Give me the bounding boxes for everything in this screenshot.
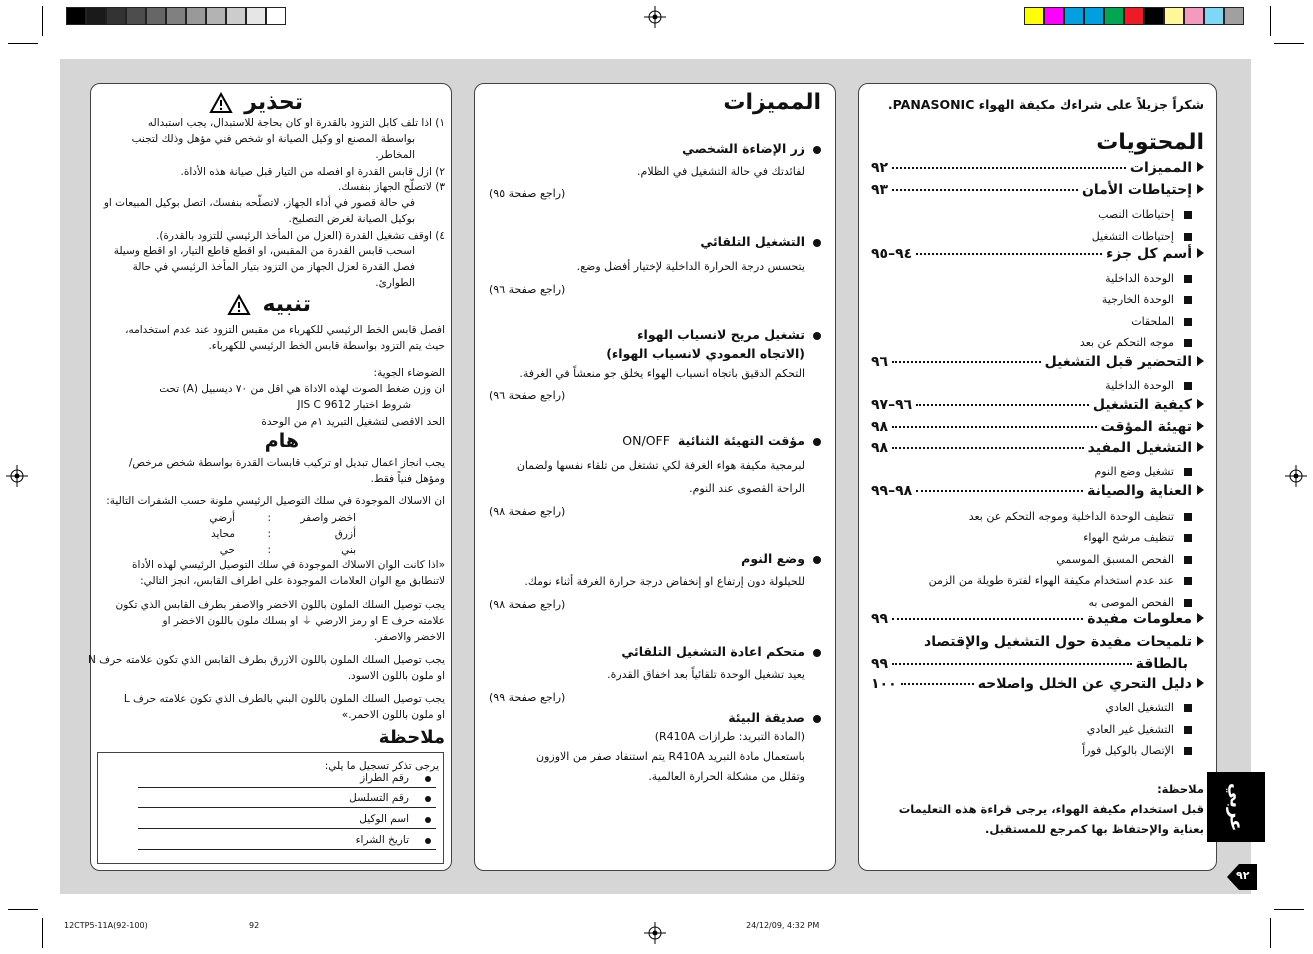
toc-arrow-icon bbox=[1197, 184, 1204, 194]
wire-note-line: او ملون باللون الاسود. bbox=[347, 670, 445, 682]
gray-swatch bbox=[266, 7, 286, 25]
registration-mark-bottom bbox=[644, 922, 666, 944]
toc-arrow-icon bbox=[1197, 248, 1204, 258]
toc-entry-text: إحتياطات الأمان bbox=[1081, 182, 1192, 198]
wire-role: حي bbox=[219, 544, 235, 556]
bullet-square-icon bbox=[1184, 726, 1192, 734]
toc-dots bbox=[892, 426, 1096, 428]
bullet-dot-icon bbox=[813, 438, 821, 446]
toc-sub-item bbox=[1098, 208, 1192, 221]
feature-title bbox=[700, 234, 821, 249]
note-field: اسم الوكيل bbox=[359, 813, 409, 825]
wire-separator: : bbox=[267, 544, 271, 556]
toc-page-number: ٩٨–٩٩ bbox=[871, 483, 913, 499]
warning-line: اسحب قابس القدرة من المقبس، او اقطع قاطع التيار، او اقطع وسيلة bbox=[113, 245, 415, 257]
feature-description: وتقلل من مشكلة الحرارة العالمية. bbox=[648, 770, 805, 783]
color-swatch bbox=[1084, 7, 1104, 25]
wire-note-line: يجب توصيل السلك الملون باللون الازرق بطرف القابس الذي تكون علامته حرف N bbox=[87, 654, 445, 666]
feature-title bbox=[741, 551, 821, 566]
toc-entry-label bbox=[1106, 246, 1204, 262]
toc-page-number: ٩٣ bbox=[871, 182, 889, 198]
language-tab-label: عربي bbox=[1225, 782, 1247, 832]
toc-entry bbox=[871, 440, 1204, 456]
toc-entry bbox=[871, 160, 1204, 176]
feature-description: يتحسس درجة الحرارة الداخلية لإختيار أفضل وضع. bbox=[576, 260, 805, 273]
feature-title bbox=[622, 433, 821, 448]
toc-entry-label bbox=[1130, 160, 1204, 176]
toc-entry bbox=[871, 397, 1204, 413]
toc-entry-label bbox=[1087, 483, 1204, 499]
registration-mark-top bbox=[644, 6, 666, 28]
bullet-dot-icon bbox=[813, 332, 821, 340]
color-swatch bbox=[1104, 7, 1124, 25]
warning-title-label: تحذير bbox=[244, 90, 303, 115]
language-tab bbox=[1207, 772, 1265, 842]
note-title: ملاحظة bbox=[378, 727, 445, 748]
feature-title-sub: (الاتجاه العمودي لانسياب الهواء) bbox=[606, 346, 805, 361]
note-label: ملاحظة: bbox=[1157, 782, 1204, 796]
warning-line: الطوارئ. bbox=[375, 277, 415, 289]
toc-sub-item-label: عند عدم استخدام مكيفة الهواء لفترة طويلة من الزمن bbox=[928, 574, 1174, 587]
gray-swatch bbox=[66, 7, 86, 25]
gray-swatch bbox=[106, 7, 126, 25]
toc-sub-item bbox=[1105, 701, 1192, 714]
gray-swatch bbox=[146, 7, 166, 25]
gray-swatch bbox=[166, 7, 186, 25]
toc-page-number: ٩٩ bbox=[871, 611, 889, 627]
feature-title bbox=[621, 644, 821, 659]
toc-entry-label bbox=[1093, 397, 1204, 413]
color-swatch bbox=[1024, 7, 1044, 25]
toc-sub-item-label: الفحص المسبق الموسمي bbox=[1056, 553, 1174, 566]
feature-title-text: صديقة البيئة bbox=[728, 710, 805, 725]
wire-color: اخضر واصفر bbox=[300, 512, 356, 524]
color-swatch bbox=[1124, 7, 1144, 25]
crop-mark bbox=[1270, 918, 1271, 948]
toc-entry bbox=[871, 634, 1204, 650]
bullet-square-icon bbox=[1184, 275, 1192, 283]
wire-separator: : bbox=[267, 528, 271, 540]
toc-sub-item-label: الوحدة الداخلية bbox=[1105, 379, 1174, 392]
toc-dots bbox=[892, 663, 1132, 665]
warning-line: فصل القدرة لعزل الجهاز من التزود بتيار المأخذ الرئيسي في حالة bbox=[132, 261, 415, 273]
toc-page-number: ١٠٠ bbox=[871, 676, 897, 692]
wire-role: محايد bbox=[210, 528, 235, 540]
toc-sub-item bbox=[1092, 230, 1192, 243]
toc-dots bbox=[901, 683, 974, 685]
note-field: رقم الطراز bbox=[360, 772, 409, 784]
feature-title-text: التشغيل التلقائي bbox=[700, 234, 805, 249]
toc-entry bbox=[871, 419, 1204, 435]
warning-line: بوكيل الصيانة لغرض التصليح. bbox=[288, 213, 415, 225]
important-title: هام bbox=[264, 430, 299, 452]
feature-description: يعيد تشغيل الوحدة تلقائياً بعد اخفاق القدرة. bbox=[607, 668, 805, 681]
important-line: ان الاسلاك الموجودة في سلك التوصيل الرئيسي ملونة حسب الشفرات التالية: bbox=[106, 495, 445, 507]
bullet-dot-icon bbox=[425, 776, 431, 782]
crop-mark bbox=[1274, 43, 1304, 44]
warning-line: ٣) لاتصلّح الجهاز بنفسك. bbox=[338, 181, 445, 193]
toc-sub-item bbox=[1105, 272, 1192, 285]
toc-sub-item-label: الفحص الموصى به bbox=[1088, 596, 1174, 609]
bullet-square-icon bbox=[1184, 339, 1192, 347]
toc-arrow-icon bbox=[1197, 636, 1204, 646]
toc-sub-item bbox=[1094, 465, 1192, 478]
feature-description: لبرمجية مكيفة هواء الغرفة لكي تشتغل من تلقاء نفسها ولضمان bbox=[516, 459, 805, 472]
feature-title-text: وضع النوم bbox=[741, 551, 805, 566]
toc-entry-text: تهيئة المؤقت bbox=[1100, 419, 1192, 435]
toc-sub-item-label: التشغيل العادي bbox=[1105, 701, 1174, 714]
toc-sub-item bbox=[969, 510, 1192, 523]
toc-sub-item bbox=[1105, 379, 1192, 392]
bullet-square-icon bbox=[1184, 382, 1192, 390]
footer-file: 12CTP5-11A(92-100) bbox=[64, 921, 148, 930]
feature-description: للحيلولة دون إرتفاع او إنخفاض درجة حرارة الغرفة أثناء نومك. bbox=[524, 575, 805, 588]
contents-heading: المحتويات bbox=[1096, 130, 1204, 155]
toc-sub-item bbox=[1083, 531, 1192, 544]
warning-line: ٤) اوقف تشغيل القدرة (العزل من المأخذ الرئيسي للتزود بالقدرة). bbox=[156, 230, 445, 242]
bullet-square-icon bbox=[1184, 513, 1192, 521]
bullet-dot-icon bbox=[813, 649, 821, 657]
page-reference: (راجع صفحة ٩٨) bbox=[489, 598, 566, 611]
toc-sub-item bbox=[1102, 293, 1192, 306]
toc-entry-text: معلومات مفيدة bbox=[1087, 611, 1192, 627]
caution-line: شروط اختبار JIS C 9612 bbox=[297, 399, 411, 411]
wire-note-line: الاخضر والاصفر. bbox=[374, 631, 445, 643]
toc-entry-label bbox=[1087, 611, 1204, 627]
gray-swatch bbox=[126, 7, 146, 25]
warning-line: المخاطر. bbox=[375, 149, 415, 161]
toc-entry bbox=[871, 246, 1204, 262]
note-field: رقم التسلسل bbox=[349, 792, 409, 804]
crop-mark bbox=[42, 918, 43, 948]
bullet-dot-icon bbox=[813, 556, 821, 564]
registration-mark-right bbox=[1285, 465, 1307, 487]
feature-title-latin: ON/OFF bbox=[622, 433, 670, 448]
toc-sub-item-label: تنظيف الوحدة الداخلية وموجه التحكم عن بعد bbox=[968, 510, 1174, 523]
toc-sub-item bbox=[1056, 553, 1192, 566]
warning-line: في حالة قصور في أداء الجهاز، لاتصلّحه بنفسك، اتصل بوكيل المبيعات او bbox=[103, 197, 415, 209]
toc-sub-item-label: تشغيل وضع النوم bbox=[1094, 465, 1174, 478]
footer-page: 92 bbox=[249, 921, 260, 930]
bullet-square-icon bbox=[1184, 468, 1192, 476]
contents-panel bbox=[858, 83, 1217, 871]
toc-entry-label bbox=[1045, 354, 1204, 370]
color-swatch bbox=[1064, 7, 1084, 25]
bullet-square-icon bbox=[1184, 318, 1192, 326]
toc-entry-text: التشغيل المفيد bbox=[1087, 440, 1192, 456]
bullet-dot-icon bbox=[813, 239, 821, 247]
note-text-2: بعناية والإحتفاظ بها كمرجع للمستقبل. bbox=[985, 822, 1204, 836]
gray-swatch bbox=[86, 7, 106, 25]
warning-title bbox=[209, 90, 303, 115]
note-field: تاريخ الشراء bbox=[355, 834, 409, 846]
gray-swatch bbox=[226, 7, 246, 25]
toc-entry-continued bbox=[871, 656, 1188, 672]
toc-page-number: ٩٩ bbox=[871, 656, 889, 672]
note-field-line bbox=[138, 828, 436, 829]
crop-mark bbox=[8, 909, 38, 910]
page-reference: (راجع صفحة ٩٨) bbox=[489, 505, 566, 518]
bullet-dot-icon bbox=[425, 817, 431, 823]
bullet-square-icon bbox=[1184, 704, 1192, 712]
features-heading: المميزات bbox=[723, 90, 821, 115]
wire-note-line: علامته حرف E او رمز الارضي ⏚ او بسلك ملون باللون الاخضر او bbox=[162, 615, 445, 627]
toc-page-number: ٩٨ bbox=[871, 440, 889, 456]
toc-page-number: ٩٨ bbox=[871, 419, 889, 435]
wire-note-line: يجب توصيل السلك الملون باللون البني بالطرف الذي تكون علامته حرف L bbox=[123, 693, 445, 705]
crop-mark bbox=[8, 43, 38, 44]
toc-entry bbox=[871, 182, 1204, 198]
toc-sub-item-label: التشغيل غير العادي bbox=[1086, 723, 1174, 736]
important-line: ومؤهل فنياً فقط. bbox=[370, 473, 445, 485]
note-field-line bbox=[138, 849, 436, 850]
page-reference: (راجع صفحة ٩٩) bbox=[489, 691, 566, 704]
toc-sub-item-label: الوحدة الخارجية bbox=[1101, 293, 1174, 306]
feature-title-text: متحكم اعادة التشغيل التلقائي bbox=[621, 644, 805, 659]
toc-sub-item-label: إحتياطات النصب bbox=[1098, 208, 1174, 221]
color-swatch bbox=[1164, 7, 1184, 25]
warning-line: ٢) ازل قابس القدرة او افصله من التيار قبل صيانة هذه الأداة. bbox=[180, 166, 445, 178]
gray-swatch bbox=[206, 7, 226, 25]
registration-mark-left bbox=[6, 465, 28, 487]
toc-sub-item bbox=[1131, 315, 1192, 328]
toc-entry-label bbox=[1088, 440, 1204, 456]
toc-sub-item-label: الوحدة الداخلية bbox=[1105, 272, 1174, 285]
toc-entry-text: تلميحات مفيدة حول التشغيل والإقتصاد bbox=[924, 634, 1192, 650]
toc-arrow-icon bbox=[1197, 162, 1204, 172]
wire-note-line: لاتنطابق مع الوان العلامات الموجودة على اطراف القابس، انجز التالي: bbox=[140, 575, 445, 587]
page-reference: (راجع صفحة ٩٥) bbox=[489, 187, 566, 200]
toc-entry-text: كيفية التشغيل bbox=[1092, 397, 1192, 413]
gray-swatch bbox=[186, 7, 206, 25]
toc-entry bbox=[871, 611, 1204, 627]
bullet-square-icon bbox=[1184, 534, 1192, 542]
toc-sub-item bbox=[1087, 723, 1192, 736]
toc-page-number: ٩٢ bbox=[871, 160, 889, 176]
toc-dots bbox=[892, 189, 1078, 191]
color-swatch bbox=[1184, 7, 1204, 25]
wire-note-line: «اذا كانت الوان الاسلاك الموجودة في سلك التوصيل الرئيسي لهذه الأداة bbox=[131, 559, 445, 571]
thanks-text: شكراً جزيلاً على شراءك مكيفة الهواء PANASONIC. bbox=[887, 97, 1204, 112]
toc-dots bbox=[916, 404, 1089, 406]
toc-dots bbox=[892, 618, 1083, 620]
cmyk-color-bar bbox=[1024, 7, 1246, 25]
toc-sub-item bbox=[1082, 744, 1192, 757]
bullet-square-icon bbox=[1184, 296, 1192, 304]
feature-title-text: تشغيل مريح لانسياب الهواء bbox=[637, 327, 805, 342]
note-intro: يرجى تذكر تسجيل ما يلي: bbox=[324, 760, 439, 772]
toc-entry-text: أسم كل جزء bbox=[1106, 246, 1192, 262]
toc-arrow-icon bbox=[1197, 485, 1204, 495]
toc-sub-item-label: تنظيف مرشح الهواء bbox=[1083, 531, 1174, 544]
toc-sub-item bbox=[1080, 336, 1192, 349]
warning-triangle-icon bbox=[209, 92, 233, 114]
toc-arrow-icon bbox=[1197, 421, 1204, 431]
toc-dots bbox=[892, 361, 1041, 363]
toc-entry-text: دليل التحري عن الخلل واصلاحه bbox=[977, 676, 1192, 692]
wire-color: أزرق bbox=[334, 528, 356, 540]
feature-description: التحكم الدقيق باتجاه انسياب الهواء يخلق جو منعشاً في الغرفة. bbox=[519, 367, 805, 380]
toc-dots bbox=[892, 447, 1084, 449]
gray-color-bar bbox=[66, 7, 288, 25]
toc-dots bbox=[916, 253, 1102, 255]
toc-entry-text: العناية والصيانة bbox=[1087, 483, 1192, 499]
color-swatch bbox=[1224, 7, 1244, 25]
caution-title-label: تنبيه bbox=[262, 292, 311, 317]
toc-dots bbox=[916, 490, 1083, 492]
toc-entry-text-2: بالطاقة bbox=[1135, 656, 1188, 672]
toc-arrow-icon bbox=[1197, 442, 1204, 452]
toc-entry-label bbox=[924, 634, 1204, 650]
caution-title bbox=[227, 292, 311, 317]
toc-entry bbox=[871, 676, 1204, 692]
toc-entry bbox=[871, 483, 1204, 499]
toc-entry-text: التحضير قبل التشغيل bbox=[1044, 354, 1192, 370]
toc-sub-item bbox=[1089, 596, 1192, 609]
bullet-square-icon bbox=[1184, 747, 1192, 755]
toc-sub-item-label: إحتياطات التشغيل bbox=[1091, 230, 1174, 243]
toc-page-number: ٩٦ bbox=[871, 354, 889, 370]
toc-entry-label bbox=[1101, 419, 1205, 435]
color-swatch bbox=[1044, 7, 1064, 25]
caution-line: ان وزن ضغط الصوت لهذه الاداة هي اقل من ٧٠ ديسبيل (A) تحت bbox=[159, 383, 445, 395]
feature-description: الراحة القصوى عند النوم. bbox=[689, 482, 805, 495]
note-field-line bbox=[138, 787, 436, 788]
toc-page-number: ٩٤–٩٥ bbox=[871, 246, 913, 262]
page-reference: (راجع صفحة ٩٦) bbox=[489, 389, 566, 402]
bullet-dot-icon bbox=[425, 838, 431, 844]
caution-line: الحد الاقصى لتشغيل التبريد ١م من الوحدة bbox=[261, 416, 445, 428]
toc-arrow-icon bbox=[1197, 356, 1204, 366]
feature-description: باستعمال مادة التبريد R410A يتم استنفاد صفر من الاوزون bbox=[536, 750, 805, 763]
bullet-square-icon bbox=[1184, 556, 1192, 564]
toc-entry-label bbox=[1082, 182, 1204, 198]
bullet-dot-icon bbox=[813, 146, 821, 154]
toc-sub-item-label: الملحقات bbox=[1131, 315, 1174, 328]
color-swatch bbox=[1204, 7, 1224, 25]
toc-arrow-icon bbox=[1197, 399, 1204, 409]
note-field-line bbox=[138, 807, 436, 808]
toc-page-number: ٩٦–٩٧ bbox=[871, 397, 913, 413]
wire-note-line: يجب توصيل السلك الملون باللون الاخضر والاصفر بطرف القابس الذي تكون bbox=[115, 599, 445, 611]
wire-role: أرضي bbox=[209, 512, 235, 524]
crop-mark bbox=[42, 6, 43, 36]
wire-separator: : bbox=[267, 512, 271, 524]
wire-note-line: او ملون باللون الاحمر.» bbox=[341, 709, 445, 721]
crop-mark bbox=[1274, 909, 1304, 910]
warning-line: بواسطة المصنع او وكيل الصيانة او شخص فني مؤهل وذلك لتجنب bbox=[131, 133, 415, 145]
toc-sub-item-label: الإتصال بالوكيل فوراً bbox=[1082, 744, 1174, 757]
caution-triangle-icon bbox=[227, 294, 251, 316]
toc-entry-label bbox=[978, 676, 1204, 692]
toc-arrow-icon bbox=[1197, 678, 1204, 688]
bullet-square-icon bbox=[1184, 233, 1192, 241]
footer-date: 24/12/09, 4:32 PM bbox=[746, 921, 820, 930]
wire-color: بني bbox=[341, 544, 356, 556]
toc-entry-text: المميزات bbox=[1129, 160, 1192, 176]
caution-line: الضوضاء الجوية: bbox=[373, 367, 445, 379]
feature-description: لفائدتك في حالة التشغيل في الظلام. bbox=[637, 165, 805, 178]
note-text-1: قبل استخدام مكيفة الهواء، يرجى قراءة هذه التعليمات bbox=[898, 802, 1204, 816]
feature-title-text: زر الإضاءة الشخصي bbox=[682, 141, 805, 156]
feature-title bbox=[728, 710, 821, 725]
toc-dots bbox=[892, 167, 1126, 169]
color-swatch bbox=[1144, 7, 1164, 25]
feature-description: (المادة التبريد: طرازات R410A) bbox=[654, 730, 805, 743]
caution-line: افصل قابس الخط الرئيسي للكهرباء من مقبس التزود عند عدم استخدامه، bbox=[125, 324, 445, 336]
page-number-label: ٩٢ bbox=[1236, 869, 1250, 882]
bullet-dot-icon bbox=[425, 796, 431, 802]
features-panel bbox=[474, 83, 836, 871]
feature-title-text: مؤقت التهيئة الثنائية bbox=[677, 433, 805, 448]
toc-sub-item bbox=[929, 574, 1192, 587]
bullet-square-icon bbox=[1184, 577, 1192, 585]
bullet-dot-icon bbox=[813, 715, 821, 723]
caution-line: حيث يتم التزود بواسطة قابس الخط الرئيسي للكهرباء. bbox=[208, 340, 445, 352]
important-line: يجب انجاز اعمال تبديل او تركيب قابسات القدرة بواسطة شخص مرخص/ bbox=[128, 457, 445, 469]
gray-swatch bbox=[246, 7, 266, 25]
toc-arrow-icon bbox=[1197, 613, 1204, 623]
warning-line: ١) اذا تلف كابل التزود بالقدرة او كان بحاجة للاستبدال، يجب استبداله bbox=[147, 117, 445, 129]
bullet-square-icon bbox=[1184, 211, 1192, 219]
bullet-square-icon bbox=[1184, 599, 1192, 607]
feature-title bbox=[637, 327, 821, 342]
crop-mark bbox=[1270, 6, 1271, 36]
page-reference: (راجع صفحة ٩٦) bbox=[489, 283, 566, 296]
feature-title bbox=[682, 141, 821, 156]
toc-sub-item-label: موجه التحكم عن بعد bbox=[1079, 336, 1174, 349]
toc-entry bbox=[871, 354, 1204, 370]
